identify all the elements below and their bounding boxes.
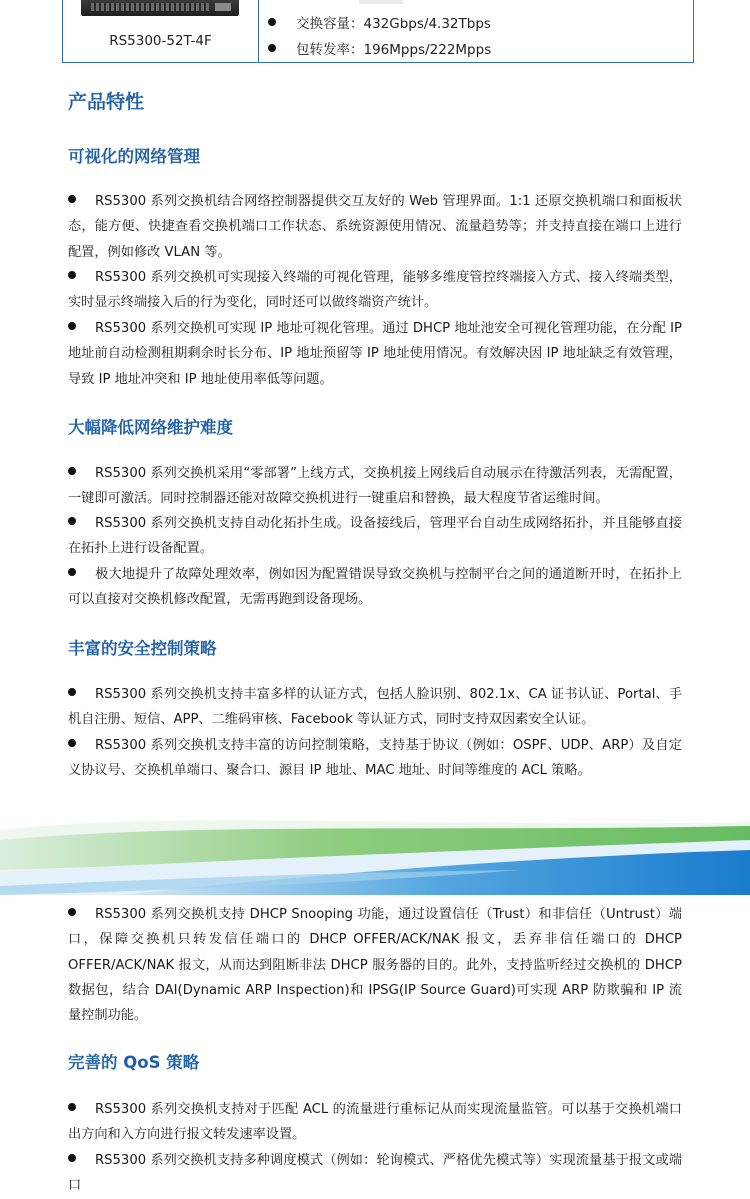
switch-sfp-ports <box>215 3 231 11</box>
heading-visual-management: 可视化的网络管理 <box>68 147 200 166</box>
bullet-icon <box>68 1154 76 1162</box>
list-item: RS5300 系列交换机支持丰富的访问控制策略，支持基于协议（例如：OSPF、UDP、ARP）及自定义协议号、交换机单端口、聚合口、源目 IP 地址、MAC 地址、时间等维度的 ACL 策略。 <box>68 738 682 779</box>
bullet-icon <box>68 195 76 203</box>
bullet-icon <box>68 739 76 747</box>
bullet-icon <box>68 568 76 576</box>
list-item: RS5300 系列交换机支持多种调度模式（例如：轮询模式、严格优先模式等）实现流量基于报文或端口 <box>68 1153 682 1194</box>
model-label: RS5300-52T-4F <box>109 33 212 49</box>
switch-device-image <box>81 0 239 16</box>
bullet-icon <box>68 908 76 916</box>
list-item: RS5300 系列交换机支持对于匹配 ACL 的流量进行重标记从而实现流量监管。可以基于交换机端口出方向和入方向进行报文转发速率设置。 <box>68 1102 682 1143</box>
bullet-icon <box>68 467 76 475</box>
spec-table <box>62 0 694 63</box>
bullet-icon <box>68 688 76 696</box>
bullet-icon <box>68 1103 76 1111</box>
spec-text: 包转发率：196Mpps/222Mpps <box>296 42 492 58</box>
heading-maintenance: 大幅降低网络维护难度 <box>68 418 233 437</box>
list-item: RS5300 系列交换机结合网络控制器提供交互友好的 Web 管理界面。1:1 还原交换机端口和面板状态，能方便、快捷查看交换机端口工作状态、系统资源使用情况、流量趋势等；并支持直接在端口上进行配置，例如修改 VLAN 等。 <box>68 194 682 260</box>
bullet-icon <box>68 271 76 279</box>
bullet-icon <box>68 517 76 525</box>
list-item: RS5300 系列交换机支持自动化拓扑生成。设备接线后，管理平台自动生成网络拓扑，并且能够直接在拓扑上进行设备配置。 <box>68 516 682 557</box>
spec-forwarding-rate <box>268 38 491 58</box>
list-item: RS5300 系列交换机支持 DHCP Snooping 功能，通过设置信任（Trust）和非信任（Untrust）端口，保障交换机只转发信任端口的 DHCP OFFER/ACK/NAK 报文，丢弃非信任端口的 DHCP OFFER/ACK/NAK 报文，从而达到阻断非法 DHCP 服务器的目的。此外，支持监听经过交换机的 DHCP 数据包，结合 DAI(Dynamic ARP Inspection)和 IPSG(IP Source Guard)可实现 ARP 防欺骗和 IP 流量控制功能。 <box>68 907 682 1024</box>
cropped-text-fragment <box>359 0 403 4</box>
decorative-wave-band <box>0 800 750 895</box>
bullet-icon <box>268 44 276 52</box>
section-title: 产品特性 <box>68 91 145 113</box>
list-item: RS5300 系列交换机采用“零部署”上线方式，交换机接上网线后自动展示在待激活列表，无需配置，一键即可激活。同时控制器还能对故障交换机进行一键重启和替换，最大程度节省运维时间。 <box>68 466 682 507</box>
switch-ports <box>91 3 209 11</box>
spec-text: 交换容量：432Gbps/4.32Tbps <box>296 16 491 32</box>
heading-security: 丰富的安全控制策略 <box>68 639 217 658</box>
heading-qos: 完善的 QoS 策略 <box>68 1053 200 1072</box>
bullet-icon <box>68 322 76 330</box>
list-item: 极大地提升了故障处理效率，例如因为配置错误导致交换机与控制平台之间的通道断开时，在拓扑上可以直接对交换机修改配置，无需再跑到设备现场。 <box>68 567 682 608</box>
bullet-icon <box>268 18 276 26</box>
table-divider <box>258 0 259 62</box>
spec-switching-capacity <box>268 12 491 32</box>
list-item: RS5300 系列交换机可实现接入终端的可视化管理，能够多维度管控终端接入方式、接入终端类型，实时显示终端接入后的行为变化，同时还可以做终端资产统计。 <box>68 270 682 311</box>
list-item: RS5300 系列交换机可实现 IP 地址可视化管理。通过 DHCP 地址池安全可视化管理功能，在分配 IP 地址前自动检测租期剩余时长分布、IP 地址预留等 IP 地址使用情况。有效解决因 IP 地址缺乏有效管理，导致 IP 地址冲突和 IP 地址使用率低等问题。 <box>68 321 682 387</box>
list-item: RS5300 系列交换机支持丰富多样的认证方式，包括人脸识别、802.1x、CA 证书认证、Portal、手机自注册、短信、APP、二维码审核、Facebook 等认证方式，同时支持双因素安全认证。 <box>68 687 682 728</box>
